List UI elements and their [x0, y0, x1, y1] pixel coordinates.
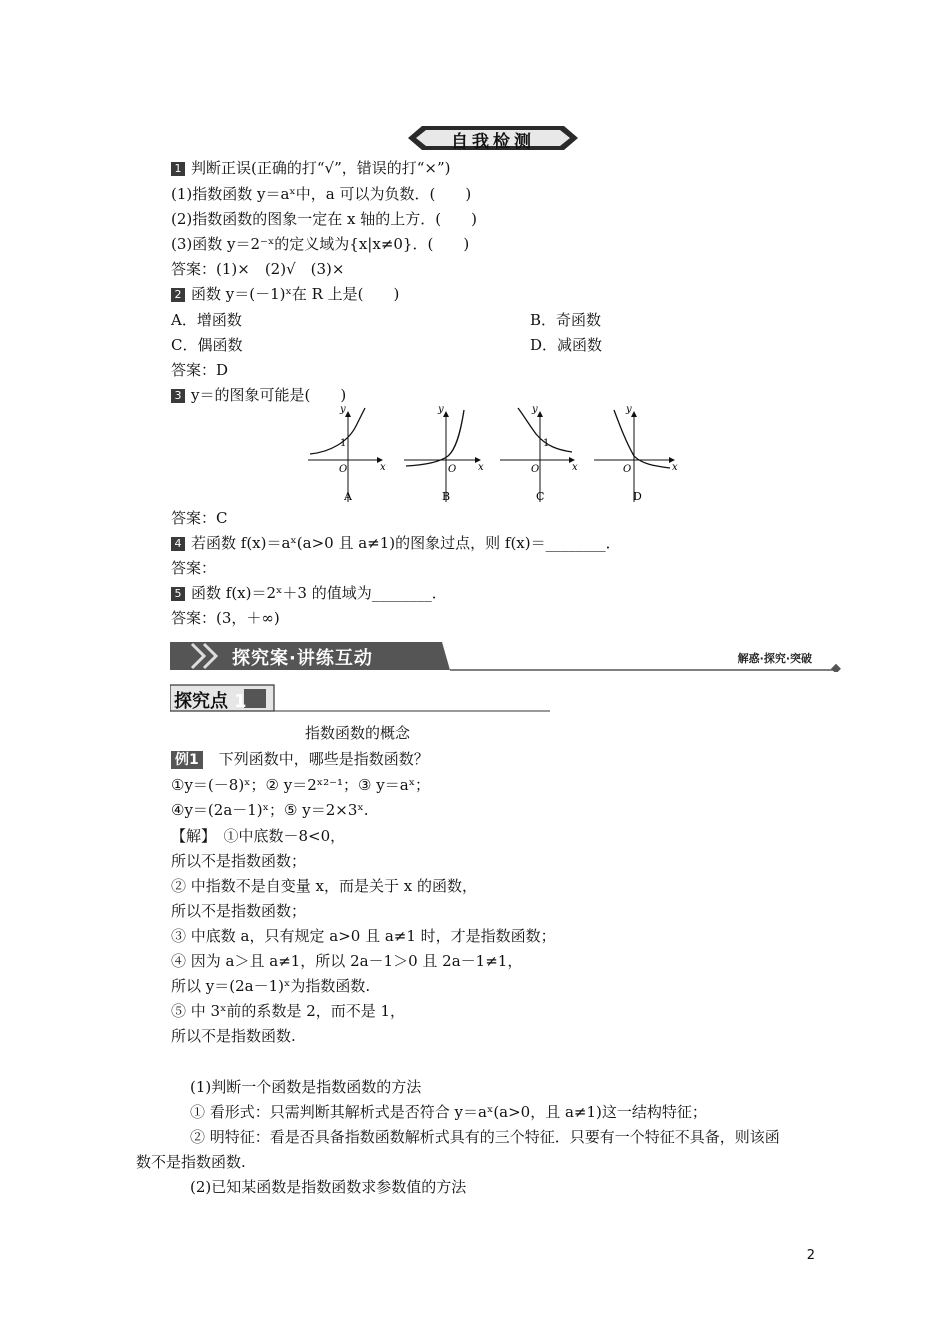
graph-b — [404, 404, 484, 503]
graph-b-x-label: x — [478, 462, 484, 473]
q2-answer: 答案：D — [171, 361, 229, 379]
example-stem: 例1 下列函数中，哪些是指数函数？ — [171, 749, 429, 769]
method-line-2: ① 看形式：只需判断其解析式是否符合 y＝aˣ(a>0，且 a≠1)这一结构特征； — [190, 1103, 707, 1121]
q1-item-1: (1)指数函数 y＝aˣ中，a 可以为负数．( ) — [171, 185, 472, 203]
explore-point-number: 1 — [234, 691, 247, 712]
q3-number: 3 — [171, 389, 185, 403]
example-line-2: ④y＝(2a－1)ˣ；⑤ y＝2×3ˣ. — [171, 801, 369, 819]
q2-option-c: C．偶函数 — [171, 336, 243, 354]
q5-stem: 5 函数 f(x)＝2ˣ＋3 的值域为________． — [171, 583, 447, 603]
q1-number: 1 — [171, 162, 185, 176]
q1-stem: 1 判断正误(正确的打“√”，错误的打“×”) — [171, 158, 451, 178]
q3-stem: 3 y＝的图象可能是( ) — [171, 385, 346, 405]
q1-item-2: (2)指数函数的图象一定在 x 轴的上方．( ) — [171, 210, 477, 228]
explore-point-header — [170, 684, 550, 714]
q2-option-a: A．增函数 — [171, 311, 242, 329]
section-banner-self-test — [408, 124, 578, 152]
graph-c-x-label: x — [572, 462, 578, 473]
graph-a-y-label: y — [340, 404, 346, 415]
q4-stem: 4 若函数 f(x)＝aˣ(a>0 且 a≠1)的图象过点，则 f(x)＝________． — [171, 533, 621, 553]
graph-c — [500, 404, 578, 503]
page-number: 2 — [806, 1248, 815, 1263]
graph-a — [308, 404, 386, 503]
solution-line-3: ② 中指数不是自变量 x，而是关于 x 的函数， — [171, 877, 477, 895]
solution-line-7: 所以 y＝(2a－1)ˣ为指数函数. — [171, 977, 371, 995]
q4-number: 4 — [171, 537, 185, 551]
graph-a-one: 1 — [340, 438, 347, 449]
solution-line-8: ⑤ 中 3ˣ前的系数是 2，而不是 1， — [171, 1002, 406, 1020]
solution-line-9: 所以不是指数函数. — [171, 1027, 296, 1045]
q2-number: 2 — [171, 288, 185, 302]
solution-line-1: 【解】 ①中底数－8<0， — [171, 827, 346, 845]
q2-option-b: B．奇函数 — [530, 311, 602, 329]
q3-graphs — [300, 402, 690, 512]
example-tag: 例1 — [171, 751, 203, 769]
solution-line-2: 所以不是指数函数； — [171, 852, 307, 870]
q5-answer: 答案：(3，＋∞) — [171, 609, 280, 627]
graph-c-y-label: y — [532, 404, 538, 415]
graph-c-one: 1 — [543, 438, 550, 449]
graph-b-y-label: y — [438, 404, 444, 415]
q2-option-d: D．减函数 — [530, 336, 603, 354]
graph-d-y-label: y — [626, 404, 632, 415]
q1-answer: 答案：(1)× (2)√ (3)× — [171, 260, 345, 278]
graph-a-origin: O — [339, 464, 348, 475]
graph-c-origin: O — [531, 464, 540, 475]
graph-d-label: D — [633, 490, 642, 503]
solution-line-4: 所以不是指数函数； — [171, 902, 307, 920]
method-line-5: (2)已知某函数是指数函数求参数值的方法 — [190, 1178, 467, 1196]
graph-c-label: C — [536, 490, 545, 503]
q3-answer: 答案：C — [171, 509, 228, 527]
graph-d — [594, 404, 678, 503]
method-line-3: ② 明特征：看是否具备指数函数解析式具有的三个特征．只要有一个特征不具备，则该函 — [190, 1128, 780, 1146]
q1-item-3: (3)函数 y＝2⁻ˣ的定义域为{x|x≠0}．( ) — [171, 235, 470, 253]
example-line-1: ①y＝(－8)ˣ；② y＝2ˣ²⁻¹；③ y＝aˣ； — [171, 776, 431, 794]
graph-a-x-label: x — [380, 462, 386, 473]
solution-line-5: ③ 中底数 a，只有规定 a>0 且 a≠1 时，才是指数函数； — [171, 927, 556, 945]
q2-stem: 2 函数 y＝(－1)ˣ在 R 上是( ) — [171, 284, 399, 304]
graph-a-label: A — [344, 490, 352, 503]
explore-point-label: 探究点 1 — [174, 691, 247, 712]
method-line-1: (1)判断一个函数是指数函数的方法 — [190, 1078, 422, 1096]
solution-line-6: ④ 因为 a＞且 a≠1，所以 2a－1＞0 且 2a－1≠1， — [171, 952, 523, 970]
section-banner-explore — [170, 640, 842, 672]
graph-d-x-label: x — [672, 462, 678, 473]
section-title: 指数函数的概念 — [305, 724, 411, 742]
graph-b-origin: O — [448, 464, 457, 475]
q5-number: 5 — [171, 587, 185, 601]
method-line-4: 数不是指数函数. — [136, 1153, 246, 1171]
graph-b-label: B — [442, 490, 451, 503]
graph-d-origin: O — [623, 464, 632, 475]
q4-answer: 答案： — [171, 559, 217, 577]
banner2-subtitle: 解惑·探究·突破 — [737, 652, 812, 665]
banner2-title: 探究案·讲练互动 — [232, 648, 373, 669]
banner-title: 自我检测 — [451, 132, 535, 152]
